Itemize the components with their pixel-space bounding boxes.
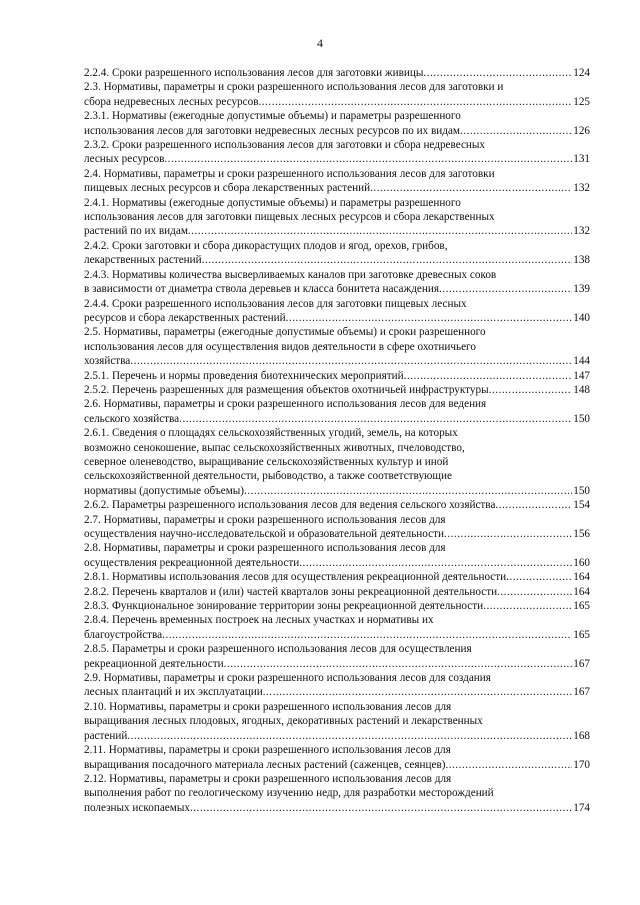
dot-leader: [179, 412, 572, 426]
toc-entry-text: растений по их видам: [84, 225, 188, 238]
toc-page-number: 124: [573, 67, 590, 79]
toc-entry: [84, 772, 590, 815]
dot-leader: [483, 599, 572, 613]
toc-entry-text: 2.12. Нормативы, параметры и сроки разрешенного использования лесов для: [84, 772, 452, 785]
toc-entry: [84, 570, 590, 584]
toc-page-number: 132: [573, 225, 590, 238]
toc-page-number: 126: [573, 124, 590, 137]
toc-entry-text: 2.11. Нормативы, параметры и сроки разрешенного использования лесов для: [84, 744, 451, 757]
toc-entry: [84, 66, 590, 80]
dot-leader: [259, 95, 573, 109]
toc-entry-text: 2.8.1. Нормативы использования лесов для осуществления рекреационной деятельности: [84, 571, 507, 584]
toc-entry-text: выращивания посадочного материала лесных растений (саженцев, сеянцев): [84, 758, 446, 771]
toc-entry-text: сбора недревесных лесных ресурсов: [84, 95, 259, 108]
dot-leader: [190, 801, 572, 815]
toc-entry: [84, 671, 590, 700]
toc-entry: [84, 585, 590, 599]
toc-page-number: 165: [573, 628, 590, 641]
toc-page-number: 147: [573, 369, 590, 382]
toc-entry: [84, 743, 590, 772]
toc-entry: [84, 613, 590, 642]
toc-entry-text: 2.8.5. Параметры и сроки разрешенного использования лесов для осуществления: [84, 643, 472, 656]
toc-entry: [84, 541, 590, 570]
toc-entry-text: выполнения работ по геологическому изучению недр, для разработки месторождений: [84, 787, 494, 800]
toc-entry-text: 2.6. Нормативы, параметры и сроки разрешенного использования лесов для ведения: [84, 398, 487, 411]
dot-leader: [188, 224, 572, 238]
toc-entry-text: лесных ресурсов: [84, 153, 165, 166]
dot-leader: [489, 383, 573, 397]
dot-leader: [423, 66, 572, 80]
toc-page-number: 170: [573, 758, 590, 771]
toc-page-number: 131: [573, 153, 590, 166]
toc-page-number: 156: [573, 528, 590, 540]
dot-leader: [404, 369, 573, 383]
toc-entry-text: лесных плантаций и их эксплуатации: [84, 686, 263, 699]
dot-leader: [497, 585, 572, 599]
toc-entry-text: 2.3.1. Нормативы (ежегодные допустимые объемы) и параметры разрешенного: [84, 110, 461, 123]
dot-leader: [164, 152, 572, 166]
toc-page-number: 164: [573, 585, 590, 598]
toc-entry: [84, 383, 590, 397]
toc-entry-text: рекреационной деятельности: [84, 657, 224, 670]
dot-leader: [370, 181, 572, 195]
toc-entry-text: сельскохозяйственной деятельности, рыбоводство, а также соответствующие: [84, 470, 452, 483]
toc-entry-text: растений: [84, 729, 128, 742]
toc-entry-text: 2.9. Нормативы, параметры и сроки разрешенного использования лесов для создания: [84, 672, 491, 685]
toc-entry: [84, 239, 590, 268]
toc-entry-text: хозяйства: [84, 355, 131, 368]
toc-entry-text: 2.6.2. Параметры разрешенного использования лесов для ведения сельского хозяйства: [84, 499, 496, 512]
toc-entry-text: в зависимости от диаметра ствола деревьев и класса бонитета насаждения: [84, 283, 440, 296]
toc-entry: [84, 642, 590, 671]
dot-leader: [506, 570, 572, 584]
toc-entry-text: 2.8.2. Перечень кварталов и (или) частей кварталов зоны рекреационной деятельности: [84, 585, 498, 598]
dot-leader: [263, 685, 573, 699]
toc-entry: [84, 138, 590, 167]
toc-entry: [84, 196, 590, 239]
toc-page-number: 174: [573, 801, 590, 814]
toc-entry-text: 2.4.1. Нормативы (ежегодные допустимые объемы) и параметры разрешенного: [84, 196, 461, 209]
toc-entry-text: 2.6.1. Сведения о площадях сельскохозяйственных угодий, земель, на которых: [84, 427, 458, 440]
page-number: 4: [317, 36, 323, 50]
toc-entry-text: 2.8.4. Перечень временных построек на лесных участках и нормативы их: [84, 614, 434, 627]
toc-entry-text: 2.10. Нормативы, параметры и сроки разрешенного использования лесов для: [84, 700, 452, 713]
dot-leader: [286, 311, 573, 325]
toc-entry-text: 2.2.4. Сроки разрешенного использования лесов для заготовки живицы: [84, 67, 424, 79]
toc-page-number: 150: [573, 412, 590, 425]
dot-leader: [439, 282, 572, 296]
toc-page-number: 167: [573, 657, 590, 670]
dot-leader: [202, 253, 573, 267]
toc-entry-text: 2.4.3. Нормативы количества высверливаемых каналов при заготовке древесных соков: [84, 268, 497, 281]
toc-entry: [84, 80, 590, 109]
toc-entry: [84, 397, 590, 426]
toc-entry-text: 2.4. Нормативы, параметры и сроки разрешенного использования лесов для заготовки: [84, 167, 495, 180]
toc-entry-text: благоустройства: [84, 628, 163, 641]
toc-entry-text: северное оленеводство, выращивание сельскохозяйственных культур и иной: [84, 455, 449, 468]
toc-page-number: 132: [573, 182, 590, 195]
dot-leader: [299, 556, 572, 570]
toc-entry-text: 2.5.2. Перечень разрешенных для размещения объектов охотничьей инфраструктуры: [84, 383, 489, 396]
toc-entry: [84, 498, 590, 512]
toc-entry-text: сельского хозяйства: [84, 412, 180, 425]
toc-entry-text: осуществления рекреационной деятельности: [84, 556, 300, 569]
dot-leader: [130, 354, 572, 368]
toc-page-number: 160: [573, 556, 590, 569]
toc-entry: [84, 369, 590, 383]
toc-entry-text: 2.4.2. Сроки заготовки и сбора дикорастущих плодов и ягод, орехов, грибов,: [84, 239, 448, 252]
toc-entry-text: возможно сенокошение, выпас сельскохозяйственных животных, пчеловодство,: [84, 441, 465, 454]
toc-entry-text: 2.3.2. Сроки разрешенного использования лесов для заготовки и сбора недревесных: [84, 139, 486, 152]
dot-leader: [460, 124, 572, 138]
toc-entry-text: 2.8.3. Функциональное зонирование территории зоны рекреационной деятельности: [84, 600, 484, 613]
toc-entry: [84, 109, 590, 138]
toc-entry-text: 2.5. Нормативы, параметры (ежегодные допустимые объемы) и сроки разрешенного: [84, 326, 486, 339]
toc-page-number: 125: [573, 95, 590, 108]
toc-entry-text: 2.7. Нормативы, параметры и сроки разрешенного использования лесов для: [84, 513, 446, 526]
toc-entry-text: 2.3. Нормативы, параметры и сроки разрешенного использования лесов для заготовки и: [84, 81, 504, 94]
toc-page-number: 138: [573, 254, 590, 267]
toc-page-number: 144: [573, 355, 590, 368]
toc-entry-text: использования лесов для заготовки недревесных лесных ресурсов по их видам: [84, 124, 461, 137]
toc-entry-text: 2.4.4. Сроки разрешенного использования лесов для заготовки пищевых лесных: [84, 297, 467, 310]
toc-page-number: 167: [573, 686, 590, 699]
toc-entry-text: лекарственных растений: [84, 254, 202, 267]
toc-entry-text: пищевых лесных ресурсов и сбора лекарственных растений: [84, 182, 371, 195]
toc-entry: [84, 513, 590, 542]
dot-leader: [224, 657, 573, 671]
dot-leader: [444, 527, 572, 541]
toc-entry-text: 2.8. Нормативы, параметры и сроки разрешенного использования лесов для: [84, 542, 446, 555]
dot-leader: [445, 758, 572, 772]
toc-page-number: 154: [573, 499, 590, 512]
toc-entry-text: выращивания лесных плодовых, ягодных, декоративных растений и лекарственных: [84, 715, 483, 728]
toc-entry-text: использования лесов для заготовки пищевых лесных ресурсов и сбора лекарственных: [84, 211, 495, 224]
toc-entry-text: полезных ископаемых: [84, 801, 190, 814]
toc-page-number: 168: [573, 729, 590, 742]
table-of-contents: [84, 66, 590, 815]
toc-entry-text: использования лесов для осуществления видов деятельности в сфере охотничьего: [84, 340, 476, 353]
toc-page-number: 165: [573, 600, 590, 613]
toc-page-number: 148: [573, 383, 590, 396]
toc-page-number: 164: [573, 571, 590, 584]
toc-entry: [84, 268, 590, 297]
toc-entry: [84, 297, 590, 326]
toc-entry: [84, 325, 590, 368]
toc-entry-text: осуществления научно-исследовательской и образовательной деятельности: [84, 528, 445, 540]
dot-leader: [244, 484, 572, 498]
dot-leader: [162, 628, 572, 642]
toc-entry-text: ресурсов и сбора лекарственных растений: [84, 311, 286, 324]
toc-entry-text: нормативы (допустимые объемы): [84, 484, 245, 497]
dot-leader: [495, 498, 572, 512]
toc-page-number: 150: [573, 484, 590, 497]
toc-entry: [84, 700, 590, 743]
toc-entry-text: 2.5.1. Перечень и нормы проведения биотехнических мероприятий: [84, 369, 404, 382]
toc-page-number: 140: [573, 311, 590, 324]
toc-entry: [84, 599, 590, 613]
dot-leader: [127, 729, 572, 743]
toc-entry: [84, 426, 590, 498]
toc-entry: [84, 167, 590, 196]
toc-page-number: 139: [573, 283, 590, 296]
